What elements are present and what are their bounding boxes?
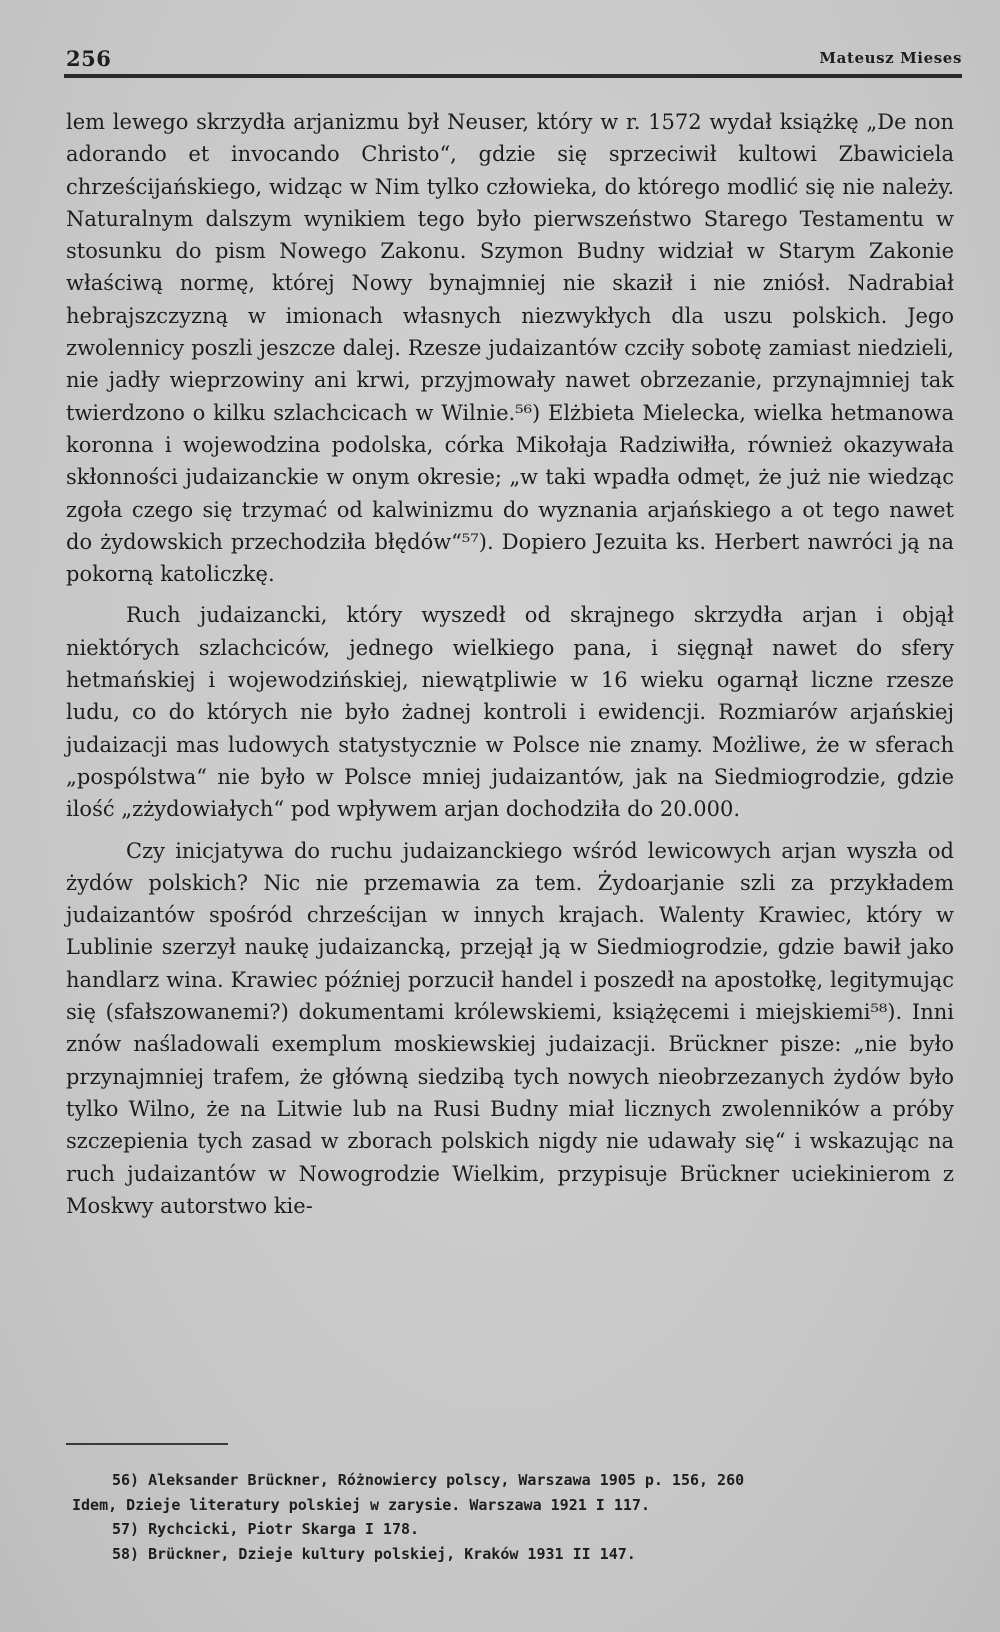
paragraph-3: Czy inicjatywa do ruchu judaizanckiego wśród lewicowych arjan wyszła od żydów polskich? Nic nie przemawia za tem. Żydoarjanie szli za przykładem judaizantów spośród chrześcijan w innych krajach. Walenty Krawiec, który w Lublinie szerzył naukę judaizancką, przejął ją w Siedmiogrodzie, gdzie bawił jako handlarz wina. Krawiec później porzucił handel i poszedł na apostołkę, legitymując się (sfałszowanemi?) dokumentami królewskiemi, książęcemi i miejskiemi⁵⁸). Inni znów naśladowali exemplum moskiewskiej judaizacji. Brückner pisze: „nie było przynajmniej trafem, że główną siedzibą tych nowych nieobrzezanych żydów było tylko Wilno, że na Litwie lub na Rusi Budny miał licznych zwolenników a próby szczepienia tych zasad w zborach polskich nigdy nie udawały się“ i wskazując na ruch judaizantów w Nowogrodzie Wielkim, przypisuje Brückner uciekinierom z Moskwy autorstwo kie-: [66, 838, 954, 1218]
footnote-57: 57) Rychcicki, Piotr Skarga I 178.: [112, 1520, 420, 1538]
footnote-56-continued: Idem, Dzieje literatury polskiej w zarysie. Warszawa 1921 I 117.: [72, 1495, 650, 1514]
paragraph-1: lem lewego skrzydła arjanizmu był Neuser, który w r. 1572 wydał książkę „De non adorando et invocando Christo“, gdzie się sprzeciwił kultowi Zbawiciela chrześcijańskiego, widząc w Nim tylko człowieka, do którego modlić się nie należy. Naturalnym dalszym wynikiem tego było pierwszeństwo Starego Testamentu w stosunku do pism Nowego Zakonu. Szymon Budny widział w Starym Zakonie właściwą normę, której Nowy bynajmniej nie skaził i nie zniósł. Nadrabiał hebrajszczyzną w imionach własnych niezwykłych dla uszu polskich. Jego zwolennicy poszli jeszcze dalej. Rzesze judaizantów czciły sobotę zamiast niedzieli, nie jadły wieprzowiny ani krwi, przyjmowały nawet obrzezanie, przynajmniej tak twierdzono o kilku szlachcicach w Wilnie.⁵⁶) Elżbieta Mielecka, wielka hetmanowa koronna i wojewodzina podolska, córka Mikołaja Radziwiłła, również okazywała skłonności judaizanckie w onym okresie; „w taki wpadła odmęt, że już nie wiedząc zgoła czego się trzymać od kalwinizmu do wyznania arjańskiego a ot tego nawet do żydowskich przechodziła błędów“⁵⁷). Dopiero Jezuita ks. Herbert nawróci ją na pokorną katoliczkę.: [66, 110, 954, 587]
body-text: [66, 106, 954, 1231]
footnote-rule: [66, 1443, 228, 1445]
footnote-58: 58) Brückner, Dzieje kultury polskiej, Kraków 1931 II 147.: [112, 1544, 636, 1563]
running-title: Mateusz Mieses: [819, 49, 962, 67]
paragraph-2: Ruch judaizancki, który wyszedł od skrajnego skrzydła arjan i objął niektórych szlachciców, jednego wielkiego pana, i sięgnął nawet do sfery hetmańskiej i wojewodzińskiej, niewątpliwie w 16 wieku ogarnął liczne rzesze ludu, co do których nie było żadnej kontroli i ewidencji. Rozmiarów arjańskiej judaizacji mas ludowych statystycznie w Polsce nie znamy. Możliwe, że w sferach „pospólstwa“ nie było w Polsce mniej judaizantów, jak na Siedmiogrodzie, gdzie ilość „zżydowiałych“ pod wpływem arjan dochodziła do 20.000.: [66, 603, 954, 822]
page-number: 256: [66, 46, 112, 71]
footnote-56: 56) Aleksander Brückner, Różnowiercy polscy, Warszawa 1905 p. 156, 260: [112, 1471, 745, 1489]
page-header: [66, 46, 962, 74]
footnotes: [72, 1468, 952, 1566]
header-rule: [64, 74, 962, 78]
